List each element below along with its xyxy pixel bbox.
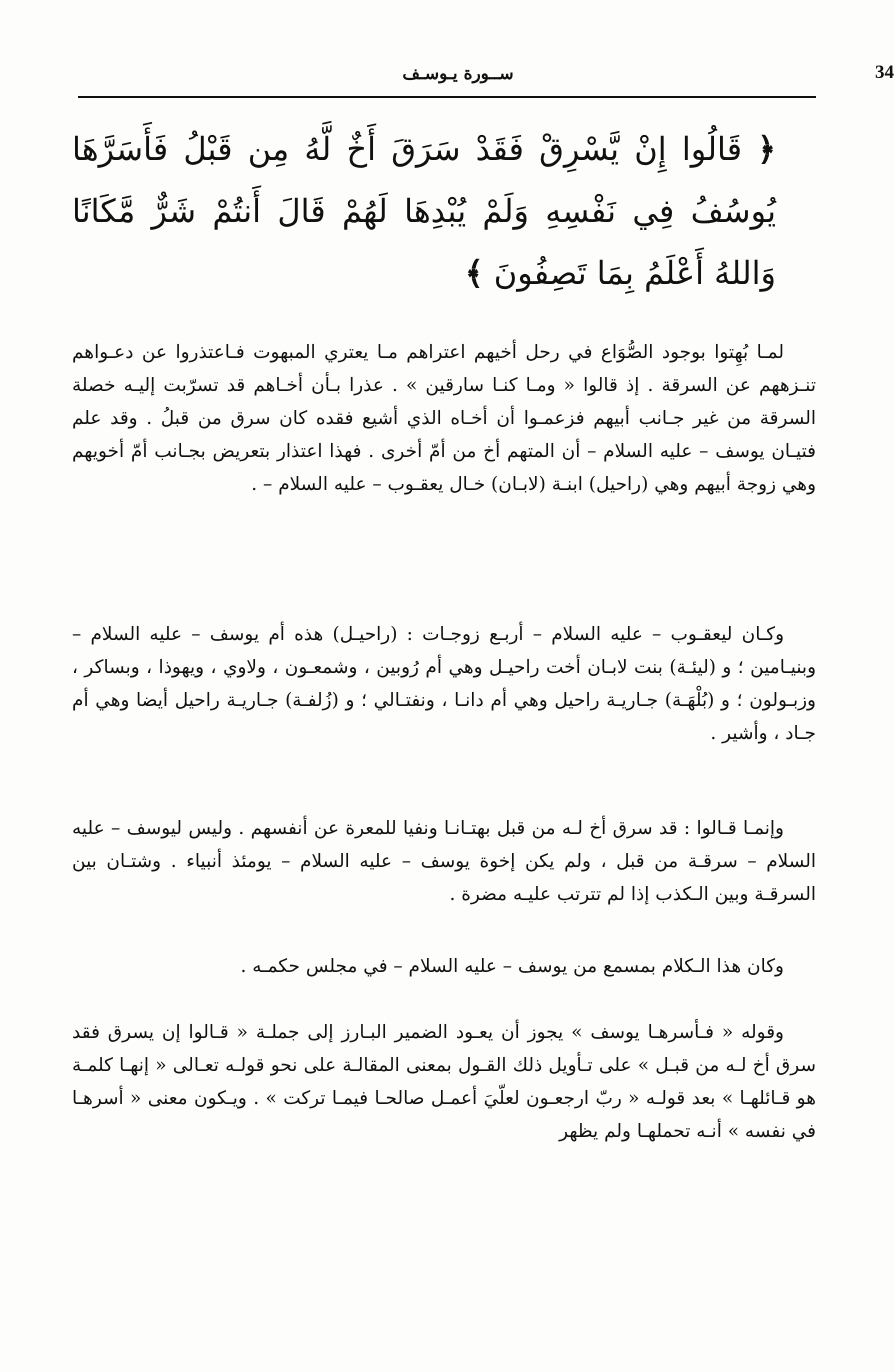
paragraph-4: وكان هذا الـكلام بمسمع من يوسف – عليه السلام – في مجلس حكمـه . [240, 956, 784, 977]
page-header [78, 58, 894, 98]
header-divider [78, 96, 816, 98]
paragraph-2: وكـان ليعقـوب – عليه السلام – أربـع زوجـات : (راحيـل) هذه أم يوسف – عليه السلام – وبنيـامين ؛ و (ليئـة) بنت لابـان أخت راحيـل وهي أم رُوبين ، وشمعـون ، ولاوي ، ويهوذا ، وبساكر ، وزبـولون ؛ و (بُلْهَـة) جـاريـة راحيل وهي أم دانـا ، ونفتـالي ؛ و (زُلفـة) جـاريـة راحيل أيضا وهي أم جـاد ، وأشير . [72, 624, 816, 744]
page-number: 34 [875, 62, 894, 83]
verse-close-bracket: ﴾ [464, 254, 484, 292]
paragraph-3: وإنمـا قـالوا : قد سرق أخ لـه من قبل بهتـانـا ونفيا للمعرة عن أنفسهم . وليس ليوسف – عليه السلام – سرقـة من قبل ، ولم يكن إخوة يوسف – عليه السلام – يومئذ أنبياء . وشتـان بين السرقـة وبين الـكذب إذا لم تترتب عليـه مضرة . [72, 818, 816, 905]
verse-text: قَالُوا إِنْ يَّسْرِقْ فَقَدْ سَرَقَ أَخٌ لَّهُ مِن قَبْلُ فَأَسَرَّهَا يُوسُفُ فِي نَفْسِهِ وَلَمْ يُبْدِهَا لَهُمْ قَالَ أَنتُمْ شَرٌّ مَّكَانًا وَاللهُ أَعْلَمُ بِمَا تَصِفُونَ [72, 130, 777, 292]
quran-verse [72, 118, 776, 304]
paragraph-5: وقوله « فـأسرهـا يوسف » يجوز أن يعـود الضمير البـارز إلى جملـة « قـالوا إن يسرق فقد سرق أخ لـه من قبـل » على تـأويل ذلك القـول بمعنى المقالـة على نحو قولـه تعـالى « إنهـا كلمـة هو قـائلهـا » بعد قولـه « ربّ ارجعـون لعلّيَ أعمـل صالحـا فيمـا تركت » . ويـكون معنى « أسرهـا في نفسه » أنـه تحملهـا ولم يظهر [72, 1022, 816, 1142]
verse-open-bracket: ﴿ [757, 130, 777, 168]
paragraph-1: لمـا بُهِتوا بوجود الصُّوَاع في رحل أخيهم اعتراهم مـا يعتري المبهوت فـاعتذروا عن دعـواهم تنـزههم عن السرقة . إذ قالوا « ومـا كنـا سارقين » . عذرا بـأن أخـاهم قد تسرّبت إليـه خصلة السرقة من غير جـانب أبيهم فزعمـوا أن أخـاه الذي أشيع فقده كان سرق من قبلُ . وقد علم فتيـان يوسف – عليه السلام – أن المتهم أخ من أمّ أخرى . فهذا اعتذار بتعريض بجـانب أمّ أخويهم وهي زوجة أبيهم وهي (راحيل) ابنـة (لابـان) خـال يعقـوب – عليه السلام – . [72, 342, 816, 495]
surah-title: ســورة يـوسـف [402, 64, 514, 84]
